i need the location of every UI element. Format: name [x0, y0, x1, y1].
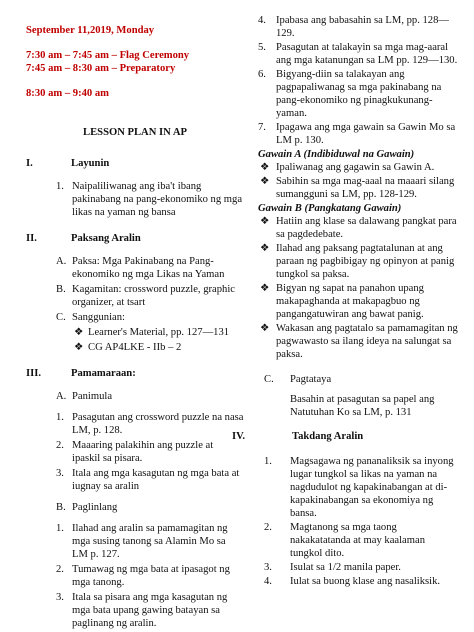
item-text: Itala ang mga kasagutan ng mga bata at iugnay sa aralin [72, 468, 240, 492]
item-marker: B. [56, 284, 66, 295]
item-marker: C. [264, 374, 274, 385]
list-item [26, 255, 244, 281]
list-item [26, 467, 244, 493]
list-item [258, 14, 458, 40]
item-text: Bigyang-diin sa talakayan ang pagpapaliwanag sa mga pakinabang na pang-ekonomiko ng pinagkukunang-yaman. [276, 69, 442, 119]
schedule-line-2: 7:45 am – 8:30 am – Preparatory [26, 63, 176, 74]
list-item [26, 390, 244, 403]
bullet-item [258, 215, 458, 241]
section-number: IV. [232, 431, 246, 442]
list-item [26, 311, 244, 324]
bullet-icon: ❖ [260, 243, 270, 254]
item-text: Iulat sa buong klase ang nasaliksik. [290, 576, 441, 587]
item-marker: 3. [264, 562, 272, 573]
schedule-line-3: 8:30 am – 9:40 am [26, 88, 109, 99]
item-marker: 7. [258, 122, 266, 133]
section-title: Pamamaraan: [71, 368, 136, 379]
bullet-item [258, 242, 458, 281]
list-item [258, 521, 458, 560]
list-item [26, 180, 244, 219]
section-title: Layunin [71, 158, 110, 169]
gawain-a-heading: Gawain A (Indibiduwal na Gawain) [258, 148, 458, 161]
section-pamamaraan [26, 367, 244, 380]
item-text: Maaaring palakihin ang puzzle at ipaskil sa pisara. [72, 440, 214, 464]
date-line: September 11,2019, Monday [26, 25, 155, 36]
list-item [26, 283, 244, 309]
item-text: Panimula [72, 391, 113, 402]
item-text: Itala sa pisara ang mga kasagutan ng mga bata upang gawing batayan sa paglinang ng aralin. [72, 592, 228, 629]
list-item [258, 455, 458, 520]
list-item [26, 522, 244, 561]
item-marker: 3. [56, 592, 64, 603]
item-text: Magsagawa ng pananaliksik sa inyong lugar tungkol sa likas na yaman na nagdudulot ng kapakinabangan at di-kapakinabangan sa ekonomiya ng bansa. [290, 456, 454, 519]
list-item [258, 41, 458, 67]
list-item [26, 439, 244, 465]
bullet-icon: ❖ [260, 162, 270, 173]
section-paksang-aralin [26, 232, 244, 245]
list-item [258, 121, 458, 147]
item-text: Ilahad ang aralin sa pamamagitan ng mga susing tanong sa Alamin Mo sa LM p. 127. [72, 523, 228, 560]
bullet-icon: ❖ [74, 342, 84, 353]
schedule-line-1: 7:30 am – 7:45 am – Flag Ceremony [26, 50, 190, 61]
item-marker: 2. [264, 522, 272, 533]
bullet-item [258, 161, 458, 174]
item-text: Isulat sa 1/2 manila paper. [290, 562, 401, 573]
bullet-item [258, 175, 458, 201]
item-text: Tumawag ng mga bata at ipasagot ng mga tanong. [72, 564, 230, 588]
bullet-icon: ❖ [260, 176, 270, 187]
section-takdang-aralin [228, 430, 458, 443]
left-column [26, 24, 244, 632]
bullet-item [258, 322, 458, 361]
item-text: Pasagutan ang crossword puzzle na nasa LM, p. 128. [72, 412, 244, 436]
item-marker: 2. [56, 440, 64, 451]
item-text: Ipabasa ang babasahin sa LM, pp. 128—129. [276, 15, 449, 39]
item-text: Sanggunian: [72, 312, 125, 323]
item-marker: C. [56, 312, 66, 323]
item-text: Hatiin ang klase sa dalawang pangkat para sa pagdedebate. [276, 216, 457, 240]
item-marker: 1. [56, 412, 64, 423]
section-number: II. [26, 233, 37, 244]
bullet-item [258, 282, 458, 321]
item-text: Ipagawa ang mga gawain sa Gawin Mo sa LM p. 130. [276, 122, 456, 146]
item-text: Magtanong sa mga taong nakakatatanda at may kaalaman tungkol dito. [290, 522, 425, 559]
section-title: Takdang Aralin [292, 431, 364, 442]
item-text: Ilahad ang paksang pagtatalunan at ang paraan ng pagbibigay ng opinyon at panig tungkol sa paksa. [276, 243, 455, 280]
item-text: Paglinlang [72, 502, 118, 513]
section-layunin [26, 157, 244, 170]
bullet-icon: ❖ [260, 283, 270, 294]
pagtataya-text: Basahin at pasagutan sa papel ang Natutuhan Ko sa LM, p. 131 [290, 394, 435, 418]
item-marker: 2. [56, 564, 64, 575]
item-marker: 1. [56, 523, 64, 534]
item-text: CG AP4LKE - IIb – 2 [88, 342, 182, 353]
list-item [26, 411, 244, 437]
item-text: Learner's Material, pp. 127—131 [88, 327, 230, 338]
right-column [232, 14, 458, 589]
item-text: Kagamitan: crossword puzzle, graphic organizer, at tsart [72, 284, 235, 308]
gawain-b-heading: Gawain B (Pangkatang Gawain) [258, 202, 458, 215]
item-marker: 1. [264, 456, 272, 467]
bullet-icon: ❖ [260, 323, 270, 334]
item-text: Paksa: Mga Pakinabang na Pang-ekonomiko ng mga Likas na Yaman [72, 256, 225, 280]
list-item [26, 591, 244, 630]
list-item [26, 501, 244, 514]
bullet-item [26, 341, 244, 354]
bullet-item [26, 326, 244, 339]
item-text: Naipaliliwanag ang iba't ibang pakinabang na pang-ekonomiko ng mga likas na yaman ng bansa [72, 181, 243, 218]
list-item [258, 561, 458, 574]
lesson-title: LESSON PLAN IN AP [83, 127, 187, 138]
item-text: Sabihin sa mga mag-aaal na maaari silang sumangguni sa LM, pp. 128-129. [276, 176, 455, 200]
item-marker: A. [56, 256, 67, 267]
item-marker: 4. [264, 576, 272, 587]
list-item [258, 575, 458, 588]
item-text: Pasagutan at talakayin sa mga mag-aaral ang mga katanungan sa LM pp. 129—130. [276, 42, 458, 66]
item-marker: 6. [258, 69, 266, 80]
item-text: Ipaliwanag ang gagawin sa Gawin A. [276, 162, 435, 173]
list-item [26, 563, 244, 589]
item-text: Pagtataya [290, 374, 332, 385]
item-marker: 4. [258, 15, 266, 26]
item-marker: B. [56, 502, 66, 513]
section-number: III. [26, 368, 42, 379]
list-item [258, 373, 458, 386]
item-marker: 3. [56, 468, 64, 479]
bullet-icon: ❖ [74, 327, 84, 338]
item-text: Wakasan ang pagtatalo sa pamamagitan ng pagwawasto sa ilang ideya na salungat sa paksa. [276, 323, 458, 360]
section-title: Paksang Aralin [71, 233, 141, 244]
item-marker: 5. [258, 42, 266, 53]
schedule-header [26, 24, 244, 100]
item-marker: A. [56, 391, 67, 402]
item-marker: 1. [56, 181, 64, 192]
list-item [258, 68, 458, 120]
section-number: I. [26, 158, 33, 169]
item-text: Bigyan ng sapat na panahon upang makapaghanda at makapagbuo ng pangangatuwiran ang bawat panig. [276, 283, 424, 320]
bullet-icon: ❖ [260, 216, 270, 227]
